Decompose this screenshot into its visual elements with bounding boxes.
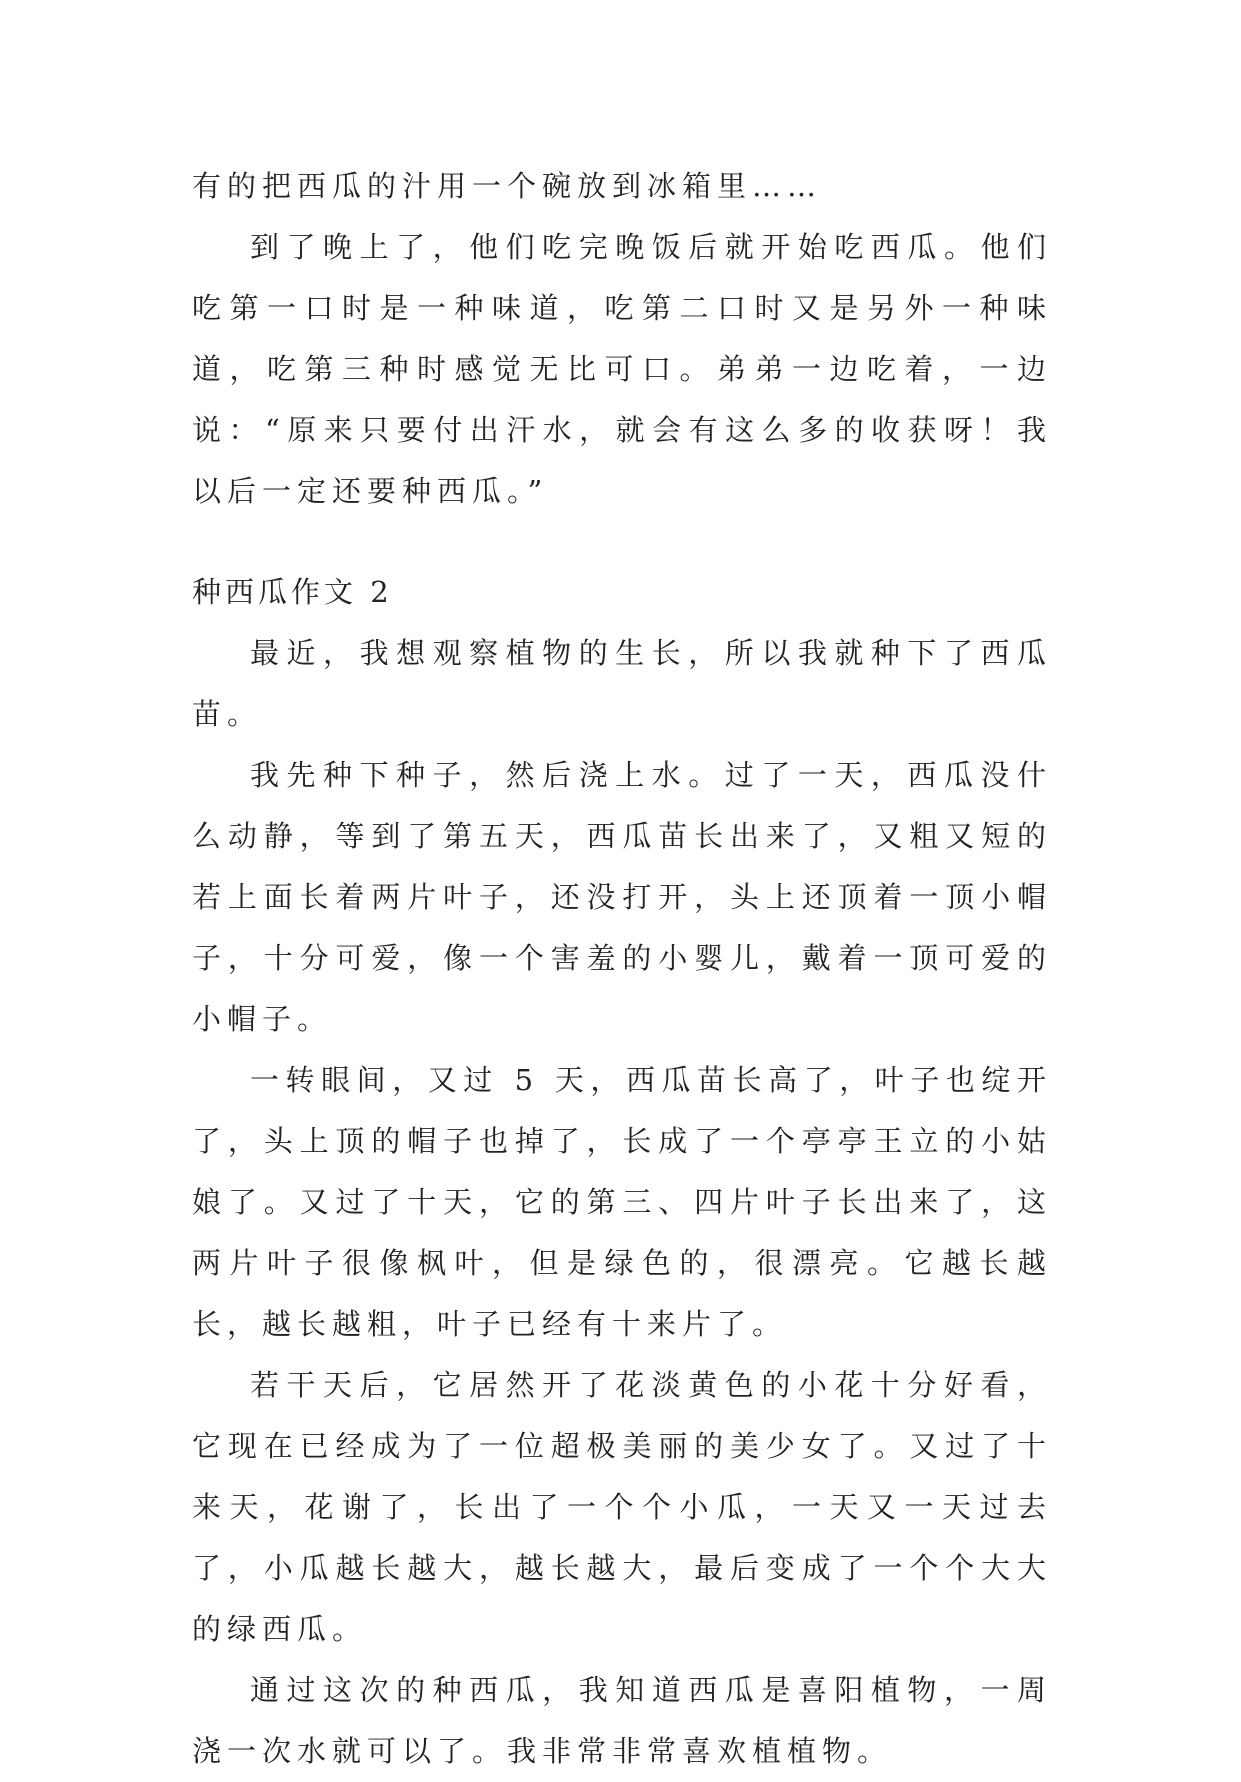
essay-paragraph-2: 我先种下种子，然后浇上水。过了一天，西瓜没什么动静，等到了第五天，西瓜苗长出来了，又粗又短的若上面长着两片叶子，还没打开，头上还顶着一顶小帽子，十分可爱，像一个害羞的小婴儿，戴着一顶可爱的小帽子。 bbox=[192, 758, 1052, 1036]
essay-paragraph-3: 一转眼间，又过 5 天，西瓜苗长高了，叶子也绽开了，头上顶的帽子也掉了，长成了一个亭亭王立的小姑娘了。又过了十天，它的第三、四片叶子长出来了，这两片叶子很像枫叶，但是绿色的，很漂亮。它越长越长，越长越粗，叶子已经有十来片了。 bbox=[192, 1063, 1052, 1341]
essay-title: 种西瓜作文 2 bbox=[192, 575, 393, 609]
essay-paragraph-4: 若干天后，它居然开了花淡黄色的小花十分好看，它现在已经成为了一位超极美丽的美少女了。又过了十来天，花谢了，长出了一个个小瓜，一天又一天过去了，小瓜越长越大，越长越大，最后变成了一个个大大的绿西瓜。 bbox=[192, 1368, 1052, 1646]
continuation-paragraph-2: 到了晚上了，他们吃完晚饭后就开始吃西瓜。他们吃第一口时是一种味道，吃第二口时又是另外一种味道，吃第三种时感觉无比可口。弟弟一边吃着，一边说：“原来只要付出汗水，就会有这么多的收获呀！我以后一定还要种西瓜。” bbox=[192, 230, 1052, 508]
essay-paragraph-5: 通过这次的种西瓜，我知道西瓜是喜阳植物，一周浇一次水就可以了。我非常非常喜欢植植物。 bbox=[192, 1673, 1052, 1768]
essay-paragraph-1: 最近，我想观察植物的生长，所以我就种下了西瓜苗。 bbox=[192, 636, 1052, 731]
document-page bbox=[192, 156, 1052, 1782]
continuation-paragraph-1: 有的把西瓜的汁用一个碗放到冰箱里…… bbox=[192, 169, 823, 203]
